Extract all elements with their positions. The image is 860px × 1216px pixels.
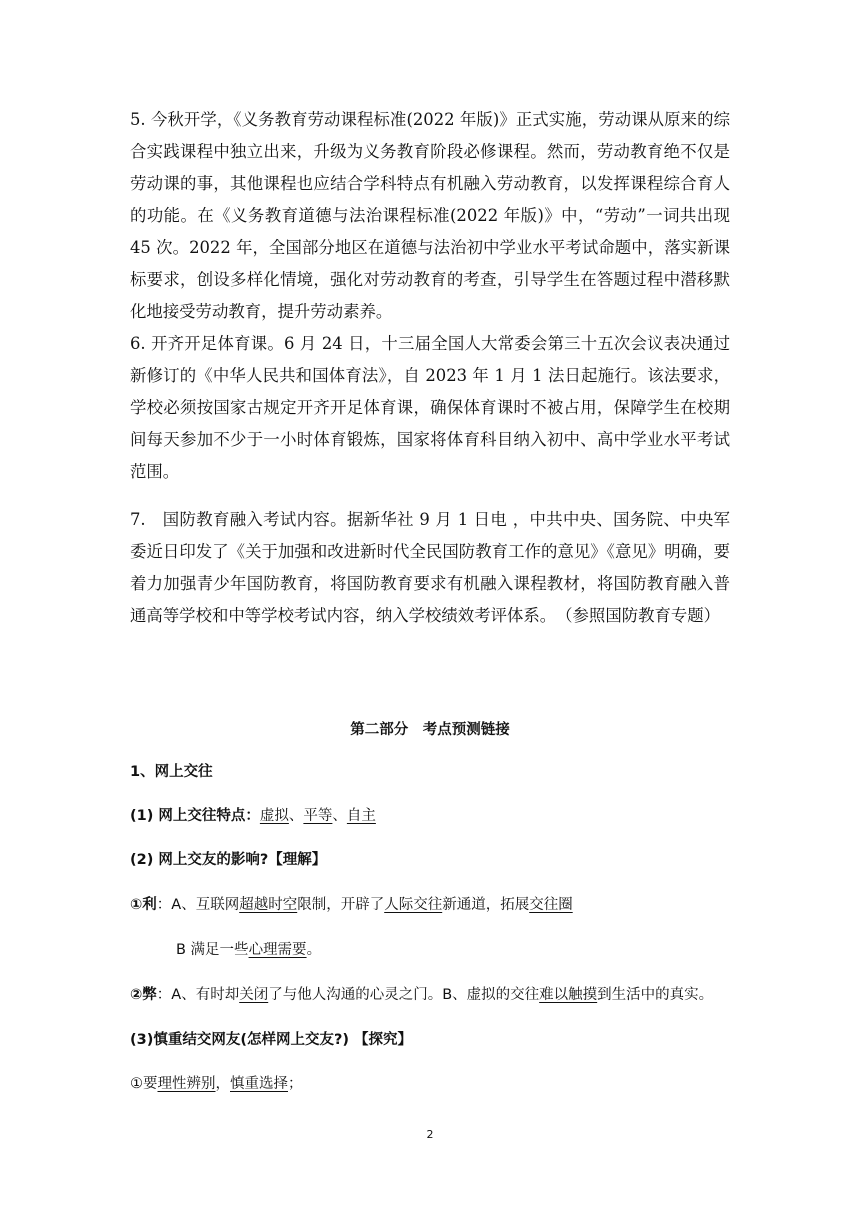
keyword-closed: 关闭 bbox=[239, 987, 269, 1003]
keyword-interpersonal: 人际交往 bbox=[384, 897, 443, 913]
step-1-text-2: ， bbox=[215, 1076, 230, 1092]
harm-line bbox=[130, 983, 750, 1007]
question-1-label: (1) 网上交往特点： bbox=[130, 808, 260, 824]
paragraph-7-text: 7. 国防教育融入考试内容。据新华社 9 月 1 日电 ，中共中央、国务院、中央军委近日印发了《关于加强和改进新时代全民国防教育工作的意见》《意见》明确，要着力加强青少年国防教育，将国防教育要求有机融入课程教材，将国防教育融入普通高等学校和中等学校考试内容，纳入学校绩效考评体系。 （参照国防教育专题） bbox=[130, 510, 730, 625]
step-1-line bbox=[130, 1072, 750, 1096]
keyword-equal: 平等 bbox=[303, 808, 333, 824]
paragraph-7 bbox=[130, 504, 730, 632]
keyword-psychological-needs: 心理需要 bbox=[248, 942, 307, 958]
harm-text-2: 了与他人沟通的心灵之门。B、虚拟的交往 bbox=[268, 987, 540, 1003]
benefit-text-3: 新通道，拓展 bbox=[442, 897, 530, 913]
benefit-b-line bbox=[176, 938, 796, 962]
paragraph-5-text: 5. 今秋开学，《义务教育劳动课程标准(2022 年版)》正式实施，劳动课从原来的综合实践课程中独立出来，升级为义务教育阶段必修课程。然而，劳动教育绝不仅是劳动课的事，其他课程也应结合学科特点有机融入劳动教育，以发挥课程综合育人的功能。在《义务教育道德与法治课程标准(2022 年版)》中，“劳动”一词共出现 45 次。2022 年，全国部分地区在道德与法治初中学业水平考试命题中，落实新课标要求，创设多样化情境，强化对劳动教育的考查，引导学生在答题过程中潜移默化地接受劳动教育，提升劳动素养。 bbox=[130, 110, 730, 321]
keyword-beyond-time-space: 超越时空 bbox=[239, 897, 298, 913]
benefit-b-text-1: B 满足一些 bbox=[176, 942, 249, 958]
keyword-social-circle: 交往圈 bbox=[529, 897, 573, 913]
keyword-autonomous: 自主 bbox=[346, 808, 376, 824]
keyword-careful-choice: 慎重选择 bbox=[230, 1076, 288, 1092]
benefit-line bbox=[130, 893, 750, 917]
keyword-virtual: 虚拟 bbox=[259, 808, 289, 824]
separator: 、 bbox=[332, 808, 347, 824]
separator: 、 bbox=[288, 808, 304, 824]
section-title: 第二部分 考点预测链接 bbox=[350, 722, 510, 738]
benefit-text-2: 限制，开辟了 bbox=[297, 897, 385, 913]
harm-text-1: ：A、有时却 bbox=[156, 987, 240, 1003]
harm-marker: ②弊 bbox=[130, 987, 157, 1003]
paragraph-6-text: 6. 开齐开足体育课。6 月 24 日，十三届全国人大常委会第三十五次会议表决通过新修订的《中华人民共和国体育法》，自 2023 年 1 月 1 法日起施行。该法要求，学校必须按国家古规定开齐开足体育课，确保体育课时不被占用，保障学生在校期间每天参加不少于一小时体育锻炼，国家将体育科目纳入初中、高中学业水平考试范围。 bbox=[130, 334, 730, 481]
question-1-line bbox=[130, 804, 750, 828]
benefit-b-text-2: 。 bbox=[306, 942, 322, 958]
heading-online-interaction: 1、网上交往 bbox=[130, 764, 213, 780]
keyword-rational-judgment: 理性辨别 bbox=[157, 1076, 216, 1092]
harm-text-3: 到生活中的真实。 bbox=[597, 987, 714, 1003]
keyword-hard-to-touch: 难以触摸 bbox=[539, 987, 598, 1003]
question-3: (3)慎重结交网友(怎样网上交友?) 【探究】 bbox=[130, 1032, 413, 1048]
benefit-text-1: ：A、互联网 bbox=[156, 897, 240, 913]
paragraph-5 bbox=[130, 104, 730, 328]
paragraph-6 bbox=[130, 328, 730, 488]
question-2: (2) 网上交友的影响?【理解】 bbox=[130, 852, 327, 868]
step-1-text-3: ； bbox=[288, 1076, 303, 1092]
step-1-text-1: ①要 bbox=[130, 1076, 158, 1092]
page-number: 2 bbox=[426, 1128, 434, 1141]
benefit-marker: ①利 bbox=[130, 897, 157, 913]
